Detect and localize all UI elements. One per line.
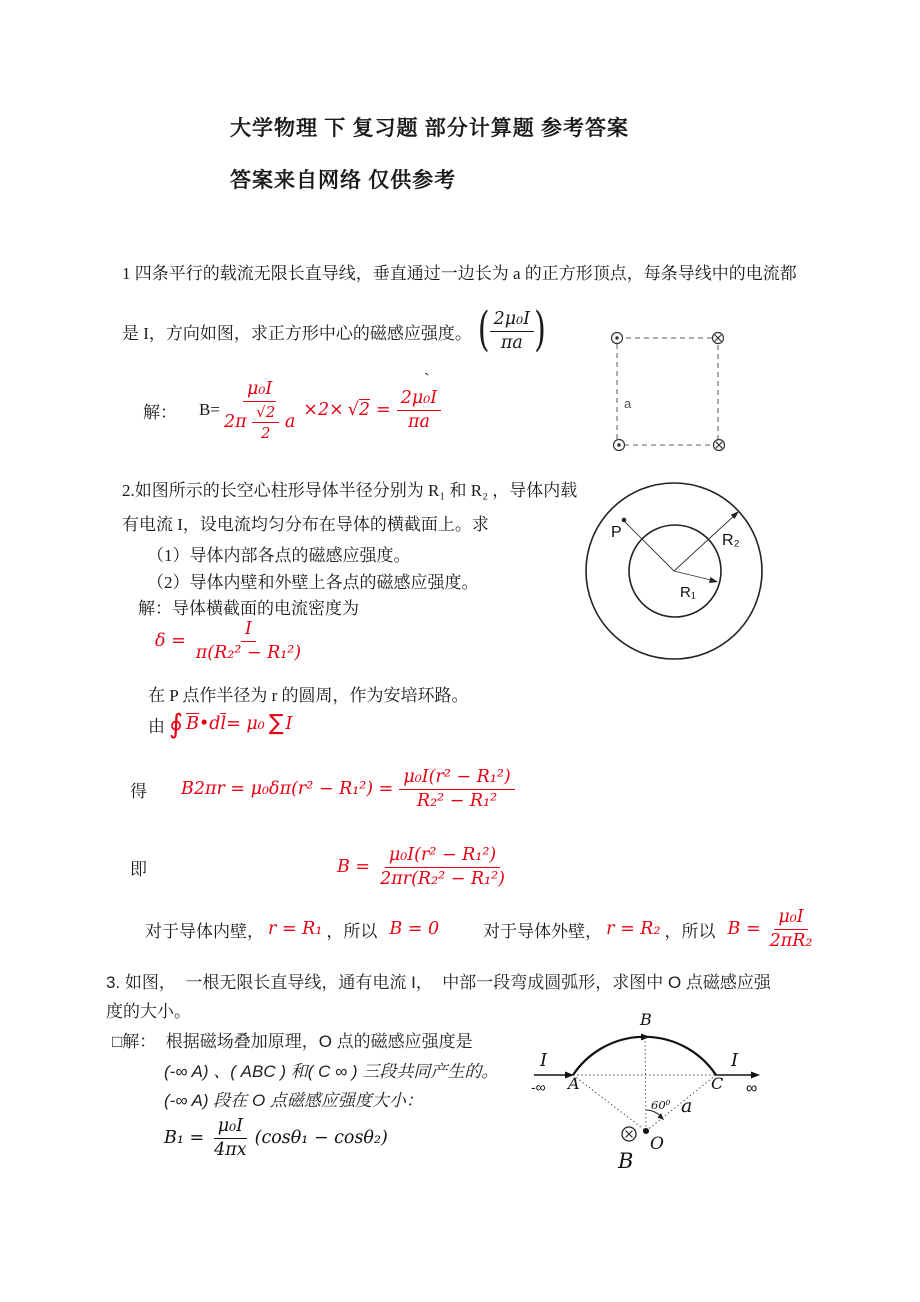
problem3-segments-line: (-∞ A) 、( ABC ) 和( C ∞ ) 三段共同产生的。 [164,1062,499,1081]
problem1-line1: 1 四条平行的载流无限长直导线，垂直通过一边长为 a 的正方形顶点，每条导线中的电流都 [122,264,797,283]
label-C: C [711,1074,724,1093]
problem3-solution-label: □解： 根据磁场叠加原理，O 点的磁感应强度是 [112,1032,473,1051]
wall-results-line: 对于导体内壁， r = R₁ ，所以 B = 0 对于导体外壁， r = R₂ ，所以 B = $\frac{\text{μ₀I}}{\text{2πR₂}}$ [145,906,813,951]
arrowhead-icon [709,577,718,583]
label-B-symbol: B [618,1149,634,1173]
ampere-law-formula: 由 ∮ $\overline{B}$ • d $\overline{l}$ = μ₀ ∑ I [148,708,293,740]
problem1-solution [143,370,441,450]
label-I-right: I [731,1050,739,1071]
arc-wire [573,1037,716,1075]
paren-close: ) [534,303,546,358]
label-A: A [568,1074,580,1093]
answer-fraction: $\frac{\text{2μ₀I}}{\pi a}$ [490,309,534,354]
arrowhead-icon [641,1034,650,1041]
derivation-formula: 得 B2πr = μ₀δπ(r² − R₁²) = $\frac{\text{μ₀I(r² − R₁²)}}{\text{R₂² − R₁²}}$ [130,758,515,820]
result-formula: 即 B = $\frac{\text{μ₀I(r² − R₁²)}}{\text{2πr(R₂² − R₁²)}}$ [130,844,505,889]
problem1-line2 [122,302,546,360]
label-R2: R₂ [722,532,740,549]
label-R1: R₁ [680,584,696,601]
paren-open: ( [477,303,490,358]
arrowhead-icon [751,1072,760,1079]
arc-wire-diagram [528,1008,790,1176]
page-subtitle: 答案来自网络 仅供参考 [230,168,457,192]
summation-icon: ∑ [268,711,284,736]
problem2-solution-label: 解：导体横截面的电流密度为 [138,599,359,618]
label-I-left: I [540,1050,548,1071]
problem2-line1: 2.如图所示的长空心柱形导体半径分别为 R₁ 和 R₂ ，导体内载 [122,481,578,500]
label-O: O [650,1134,664,1154]
point-O-dot [643,1128,649,1134]
current-out-dot-icon [617,443,620,446]
line-AO-dotted [573,1075,646,1131]
problem3-line1: 3. 如图， 一根无限长直导线，通有电流 I， 中部一段弯成圆弧形，求图中 O 点磁感应强 [106,973,771,992]
problem1-answer-formula [477,303,546,358]
radius-R1-line [674,571,715,581]
label-P: P [611,524,622,541]
square-side-label: a [624,396,632,411]
label-infinity: ∞ [746,1080,758,1097]
radius-to-P [625,522,674,571]
page-title: 大学物理 下 复习题 部分计算题 参考答案 [230,116,629,140]
label-angle-60: 60⁰ [651,1098,671,1112]
solution-expression: μ₀I 2π $\frac{√2}{2}$ a ×2× √ 2 = $\frac{\text{2μ₀I}}{\pi a}$ [220,379,441,442]
contour-integral-icon: ∮ [169,708,184,740]
ampere-loop-text: 在 P 点作半径为 r 的圆周，作为安培环路。 [148,686,469,705]
problem3-segment-A-line: (-∞ A) 段在 O 点磁感应强度大小： [164,1091,423,1110]
label-a: a [681,1095,693,1117]
problem3-line2: 度的大小。 [106,1002,191,1021]
problem2-line2: 有电流 I，设电流均匀分布在导体的横截面上。求 [122,515,489,534]
cylinder-cross-section-diagram [578,468,783,680]
point-P-dot [622,518,627,523]
problem2-item2: （2）导体内壁和外壁上各点的磁感应强度。 [147,573,479,592]
current-density-formula: δ = $\frac{I}{\text{π(R₂² − R₁²)}}$ [155,618,302,663]
problem2-item1: （1）导体内部各点的磁感应强度。 [147,546,411,565]
label-neg-infinity: -∞ [531,1079,546,1095]
problem1-line2-text: 是 I，方向如图，求正方形中心的磁感应强度。 [122,323,472,343]
current-out-dot-icon [615,336,618,339]
square-current-diagram [602,325,752,460]
stray-tick: ` [424,370,430,389]
vertical-BO-dotted [645,1037,646,1131]
solution-lhs: B= [199,400,220,419]
solution-label: 解： [143,402,177,422]
label-B-top: B [640,1010,652,1029]
B1-formula: B₁ = $\frac{\text{μ₀I}}{4\pi x}$ (cosθ₁ − cosθ₂) [164,1115,388,1160]
B-into-page-cross [626,1131,633,1138]
square-outline [617,338,718,445]
